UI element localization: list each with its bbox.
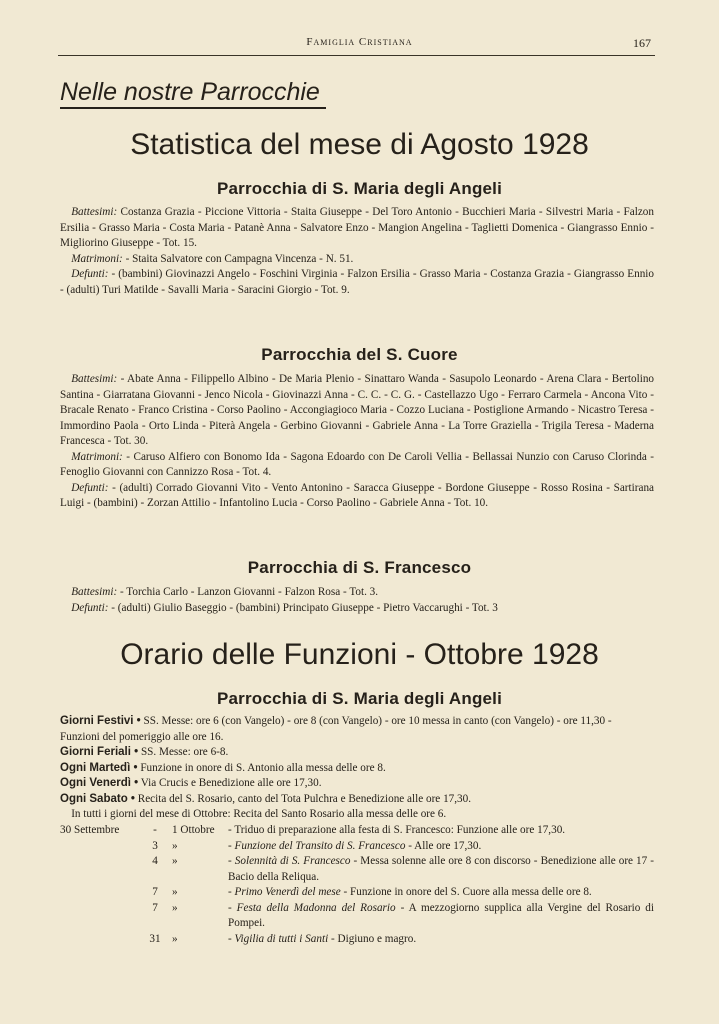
october-note-text: In tutti i giorni del mese di Ottobre: Recita del Santo Rosario alla messa delle ore 6. [71, 808, 447, 820]
event-row [60, 901, 654, 932]
statistics-title: Statistica del mese di Agosto 1928 [130, 128, 589, 161]
schedule-text: SS. Messe: ore 6 (con Vangelo) - ore 8 (con Vangelo) - ore 10 messa in canto (con Vangelo) - ore 11,30 - Funzioni del pomeriggio alle ore 16. [60, 715, 612, 743]
october-note [60, 807, 654, 823]
entry-label: Matrimoni: [71, 252, 123, 265]
schedule-day: Ogni Venerdì • [60, 777, 139, 789]
event-day: 7 [152, 886, 158, 898]
entry-text: - (adulti) Giulio Baseggio - (bambini) Principato Giuseppe - Pietro Vaccarughi - Tot. 3 [111, 601, 498, 614]
event-desc: - Solennità di S. Francesco - Messa solenne alle ore 8 con discorso - Benedizione alle ore 17 - Bacio della Reliqua. [228, 855, 655, 883]
event-desc: - Primo Venerdì del mese - Funzione in onore del S. Cuore alla messa delle ore 8. [228, 886, 592, 898]
running-header [0, 36, 719, 52]
event-desc: - Funzione del Transito di S. Francesco - Alle ore 17,30. [228, 839, 482, 852]
schedule-text: SS. Messe: ore 6-8. [140, 746, 229, 758]
event-text: - Digiuno e magro. [330, 932, 417, 945]
event-date: 30 Settembre [60, 824, 120, 836]
event-text: - A mezzogiorno supplica alla Vergine del Rosario di Pompei. [228, 901, 654, 929]
event-month: » [172, 901, 178, 914]
event-title: Vigilia di tutti i Santi [234, 932, 329, 945]
schedule-title: Orario delle Funzioni - Ottobre 1928 [120, 638, 599, 671]
parish-heading-s-maria: Parrocchia di S. Maria degli Angeli [216, 179, 503, 198]
schedule-parish-heading: Parrocchia di S. Maria degli Angeli [216, 689, 503, 708]
parish-heading-s-cuore: Parrocchia del S. Cuore [261, 345, 458, 364]
event-date [60, 885, 142, 901]
schedule-day: Ogni Martedì • [60, 761, 138, 774]
event-month: » [172, 855, 178, 867]
event-date [60, 839, 142, 855]
event-day: 3 [152, 839, 158, 852]
event-title: Funzione del Transito di S. Francesco [234, 839, 406, 852]
event-title: Festa della Madonna del Rosario [236, 901, 396, 914]
event-month: 1 Ottobre [172, 824, 215, 836]
event-month: » [172, 839, 178, 852]
event-desc: - Festa della Madonna del Rosario - A mezzogiorno supplica alla Vergine del Rosario di Pompei. [228, 901, 654, 929]
event-row [60, 839, 654, 855]
schedule-day: Giorni Feriali • [60, 746, 139, 758]
event-desc: - Vigilia di tutti i Santi - Digiuno e magro. [228, 932, 417, 945]
entry-text: - Abate Anna - Filippello Albino - De Maria Plenio - Sinattaro Wanda - Sasupolo Leonardo - Arena Clara - Bertolino Santina - Giarratana Giovanni - Jenco Nicola - Giovinazzi Anna - C. C. - C. G. - Castellazzo Ugo - Ferraro Carmela - Ancona Vito - Bracale Renato - Franco Cristina - Corso Paolino - Accongiagioco Maria - Cozzo Luciana - Postiglione Armando - Nicastro Teresa - Immordino Paola - Orto Linda - Piterà Angela - Gerbino Giovanni - Gabriele Anna - La Torre Graziella - Trigila Teresa - Maderna Francesca - Tot. 30. [60, 373, 655, 447]
event-text: - Funzione in onore del S. Cuore alla messa delle ore 8. [343, 886, 592, 898]
entry-text: - Torchia Carlo - Lanzon Giovanni - Falzon Rosa - Tot. 3. [119, 586, 379, 598]
entry-label: Defunti: [71, 481, 109, 494]
deaths-entry [60, 601, 654, 617]
deaths-entry [60, 267, 654, 298]
entry-label: Battesimi: [71, 373, 118, 385]
schedule-day: Ogni Sabato • [60, 792, 135, 805]
weekly-schedule [60, 714, 654, 823]
entry-label: Battesimi: [71, 206, 118, 218]
schedule-day: Giorni Festivi • [60, 715, 141, 727]
marriages-entry [60, 450, 654, 481]
baptisms-entry [60, 585, 654, 601]
event-text: - Alle ore 17,30. [408, 839, 482, 852]
entry-label: Battesimi: [71, 586, 118, 598]
event-date [60, 901, 142, 932]
schedule-row [60, 776, 654, 792]
schedule-text: Funzione in onore di S. Antonio alla messa delle ore 8. [140, 761, 386, 774]
baptisms-entry [60, 205, 654, 252]
entry-text: - (bambini) Giovinazzi Angelo - Foschini Virginia - Falzon Ersilia - Grasso Maria - Costanza Grazia - Giangrasso Ennio - (adulti) Turi Matilde - Savalli Maria - Saracini Giorgio - Tot. 9. [60, 268, 654, 296]
deaths-entry [60, 481, 654, 512]
event-title: Solennità di S. Francesco [234, 855, 351, 867]
schedule-text: Via Crucis e Benedizione alle ore 17,30. [140, 777, 322, 789]
entry-label: Defunti: [71, 601, 109, 614]
entry-label: Matrimoni: [71, 450, 123, 463]
event-row [60, 823, 654, 839]
entry-text: - Staita Salvatore con Campagna Vincenza - N. 51. [125, 252, 354, 265]
event-day: - [153, 824, 157, 836]
event-day: 4 [152, 855, 158, 867]
event-text: - Messa solenne alle ore 8 con discorso - Benedizione alle ore 17 - Bacio della Reliqua. [228, 855, 655, 883]
event-date [60, 854, 142, 885]
event-text: - Triduo di preparazione alla festa di S. Francesco: Funzione alle ore 17,30. [228, 824, 566, 836]
magazine-title: Famiglia Cristiana [306, 36, 413, 48]
event-month: » [172, 932, 178, 945]
parish-stats-s-maria [60, 205, 654, 298]
events-table [60, 823, 654, 947]
entry-text: - (adulti) Corrado Giovanni Vito - Vento Antonino - Saracca Giuseppe - Bordone Giuseppe - Rosso Rosina - Sartirana Luigi - (bambini) - Zorzan Attilio - Infantolino Lucia - Corso Paolino - Gabriele Anna - Tot. 10. [60, 481, 655, 509]
marriages-entry [60, 252, 654, 268]
event-date [60, 932, 142, 948]
parish-stats-s-francesco [60, 585, 654, 616]
schedule-text: Recita del S. Rosario, canto del Tota Pulchra e Benedizione alle ore 17,30. [137, 792, 472, 805]
parish-heading-s-francesco: Parrocchia di S. Francesco [247, 558, 472, 577]
schedule-row [60, 761, 654, 777]
entry-text: - Caruso Alfiero con Bonomo Ida - Sagona Edoardo con De Caroli Vellia - Bellassai Nunzio con Caruso Clorinda - Fenoglio Giovanni con Cannizzo Rosa - Tot. 4. [60, 450, 655, 478]
baptisms-entry [60, 372, 654, 450]
entry-label: Defunti: [71, 268, 109, 280]
event-row [60, 854, 654, 885]
event-day: 31 [149, 932, 161, 945]
event-month: » [172, 886, 178, 898]
event-day: 7 [152, 901, 158, 914]
section-rubric: Nelle nostre Parrocchie [60, 77, 326, 109]
schedule-row [60, 745, 654, 761]
event-desc [228, 823, 654, 839]
schedule-row [60, 714, 654, 745]
header-rule [58, 55, 655, 56]
event-row [60, 885, 654, 901]
parish-stats-s-cuore [60, 372, 654, 512]
page-number: 167 [633, 36, 651, 50]
schedule-row [60, 792, 654, 808]
event-row [60, 932, 654, 948]
event-title: Primo Venerdì del mese [234, 886, 341, 898]
entry-text: Costanza Grazia - Piccione Vittoria - Staita Giuseppe - Del Toro Antonio - Bucchieri Maria - Silvestri Maria - Falzon Ersilia - Grasso Maria - Costa Maria - Patanè Anna - Salvatore Enzo - Mangion Angelina - Taglietti Domenica - Giangrasso Ennio - Migliorino Giuseppe - Tot. 15. [60, 206, 654, 249]
